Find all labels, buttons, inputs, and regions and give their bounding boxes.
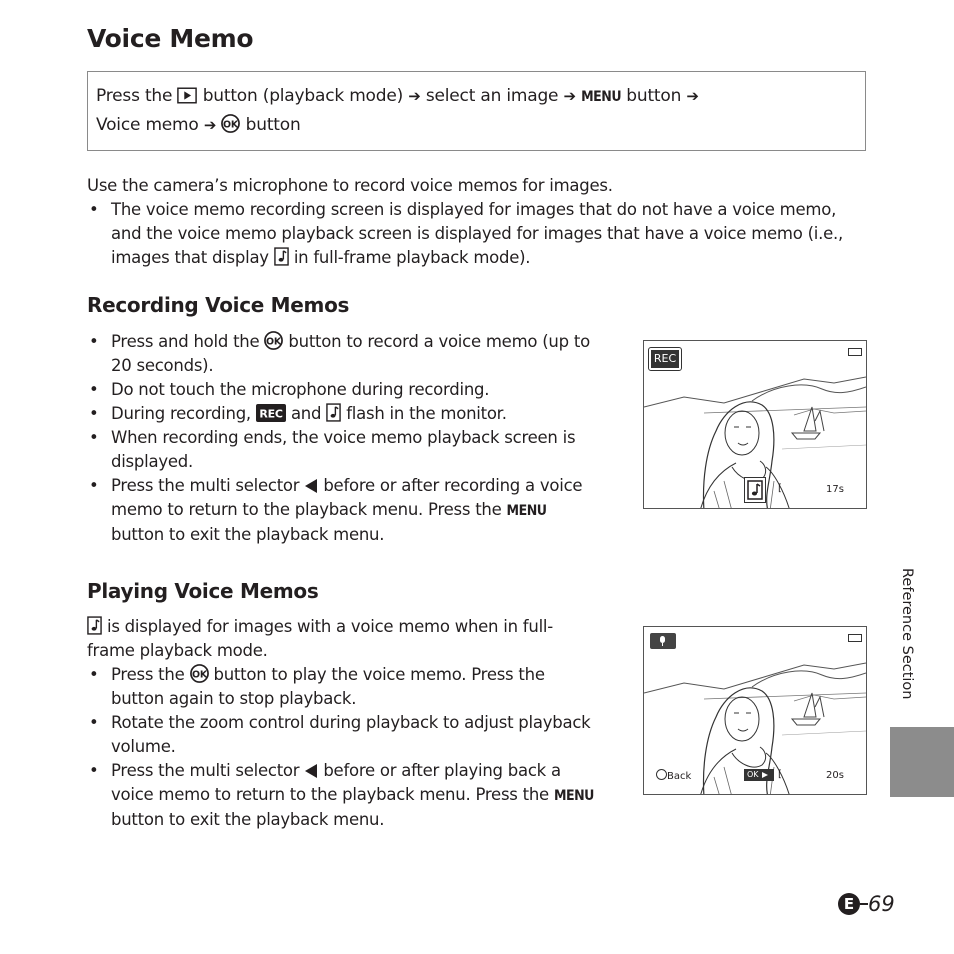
bullet-line xyxy=(111,330,621,354)
bullet-text: During recording, xyxy=(111,404,251,423)
navigation-path-box xyxy=(87,71,866,151)
battery-icon xyxy=(848,348,862,356)
playing-bullet-3 xyxy=(89,759,621,832)
bullet-dot: • xyxy=(89,332,99,351)
recording-bullet-4 xyxy=(89,426,621,474)
page-title: Voice Memo xyxy=(87,24,254,53)
menu-button-label: MENU xyxy=(553,788,594,804)
bullet-line: Do not touch the microphone during recording. xyxy=(111,380,490,399)
playing-heading: Playing Voice Memos xyxy=(87,579,319,603)
bullet-dot: • xyxy=(89,380,99,399)
bullet-line: and the voice memo playback screen is displayed for images that have a voice memo (i.e., xyxy=(111,224,843,243)
voice-memo-icon xyxy=(274,247,289,266)
bullet-text: button to play the voice memo. Press the xyxy=(213,665,545,684)
ok-button-icon xyxy=(221,114,240,133)
nav-text: button (playback mode) xyxy=(202,86,404,106)
bullet-text: Press the xyxy=(111,665,185,684)
bullet-text: Press the multi selector xyxy=(111,476,300,495)
nav-line-2 xyxy=(96,114,301,135)
ok-play-indicator-icon: OK xyxy=(744,769,774,781)
bullet-text: Press the multi selector xyxy=(111,761,300,780)
playing-intro xyxy=(87,615,607,663)
battery-icon xyxy=(848,634,862,642)
bullet-dot: • xyxy=(89,761,99,780)
side-tab-text: Reference Section xyxy=(899,568,915,700)
bullet-text: images that display xyxy=(111,248,269,267)
bullet-dot: • xyxy=(89,404,99,423)
recording-screen-illustration xyxy=(643,340,867,509)
bullet-dot: • xyxy=(89,713,99,732)
rec-badge-text: REC xyxy=(651,350,679,368)
arrow-right-icon: ➔ xyxy=(686,87,699,105)
bullet-line xyxy=(111,759,621,783)
multi-selector-left-icon xyxy=(304,478,318,494)
bullet-line xyxy=(111,663,621,687)
bullet-line xyxy=(111,402,621,426)
ok-button-icon xyxy=(190,664,209,683)
nav-text: Voice memo xyxy=(96,115,199,135)
bullet-text: memo to return to the playback menu. Press the xyxy=(111,500,502,519)
bullet-line xyxy=(111,246,871,270)
bullet-dot: • xyxy=(89,665,99,684)
intro-text: Use the camera’s microphone to record voice memos for images. xyxy=(87,176,613,195)
bullet-line: volume. xyxy=(111,737,176,756)
arrow-right-icon: ➔ xyxy=(408,87,421,105)
voice-memo-icon xyxy=(326,403,341,422)
bullet-line: button again to stop playback. xyxy=(111,689,357,708)
page-number xyxy=(838,892,895,916)
back-label: Back xyxy=(667,771,692,782)
section-e-icon: E xyxy=(838,893,860,915)
nav-text: button xyxy=(626,86,682,106)
bullet-dot: • xyxy=(89,200,99,219)
time-counter: 17s xyxy=(826,484,844,495)
nav-text: button xyxy=(245,115,301,135)
intro-bullet xyxy=(89,198,871,270)
recording-bullet-1 xyxy=(89,330,621,378)
bullet-text: flash in the monitor. xyxy=(346,404,507,423)
rec-icon xyxy=(256,404,286,422)
bullet-text: in full-frame playback mode). xyxy=(293,248,531,267)
nav-text: Press the xyxy=(96,86,173,106)
bullet-text: voice memo to return to the playback menu. Press the xyxy=(111,785,549,804)
recording-heading: Recording Voice Memos xyxy=(87,293,350,317)
intro-line: frame playback mode. xyxy=(87,641,268,660)
playback-button-icon xyxy=(177,87,197,104)
voice-memo-icon xyxy=(87,616,102,635)
intro-text: is displayed for images with a voice memo when in full- xyxy=(107,617,553,636)
multi-selector-left-icon xyxy=(304,763,318,779)
arrow-right-icon: ➔ xyxy=(203,116,217,134)
playback-screen-illustration xyxy=(643,626,867,795)
voice-memo-indicator-icon xyxy=(744,477,766,503)
bullet-line: displayed. xyxy=(111,452,193,471)
recording-bullet-2 xyxy=(89,378,621,402)
bullet-line: Rotate the zoom control during playback to adjust playback xyxy=(111,713,591,732)
side-tab-label xyxy=(897,568,917,718)
bracket-mark: [ xyxy=(778,483,782,494)
bullet-text: Press and hold the xyxy=(111,332,260,351)
arrow-right-icon: ➔ xyxy=(563,87,576,105)
bullet-text: and xyxy=(290,404,322,423)
section-tab xyxy=(890,727,954,797)
bullet-dot: • xyxy=(89,476,99,495)
bullet-line: The voice memo recording screen is displayed for images that do not have a voice memo, xyxy=(111,200,837,219)
recording-bullet-5 xyxy=(89,474,621,547)
bullet-line xyxy=(111,498,621,523)
ok-button-icon xyxy=(264,331,283,350)
bullet-line: button to exit the playback menu. xyxy=(111,810,385,829)
menu-button-label: MENU xyxy=(581,89,622,105)
bullet-line xyxy=(111,783,621,808)
bracket-mark: [ xyxy=(778,769,782,780)
menu-button-label: MENU xyxy=(506,503,547,519)
microphone-icon xyxy=(650,633,676,649)
intro-line xyxy=(87,615,607,639)
playing-bullet-2 xyxy=(89,711,621,759)
page-number-text: 69 xyxy=(868,892,895,916)
nav-line-1 xyxy=(96,86,699,106)
bullet-line: When recording ends, the voice memo playback screen is xyxy=(111,428,576,447)
bullet-text: before or after recording a voice xyxy=(323,476,583,495)
recording-bullet-3 xyxy=(89,402,621,426)
playing-bullet-1 xyxy=(89,663,621,711)
bullet-dot: • xyxy=(89,428,99,447)
zoom-rotate-icon xyxy=(656,769,667,780)
bullet-text: button to record a voice memo (up to xyxy=(288,332,590,351)
bullet-line: button to exit the playback menu. xyxy=(111,525,385,544)
bullet-line: 20 seconds). xyxy=(111,356,214,375)
back-control xyxy=(656,769,691,782)
time-counter: 20s xyxy=(826,770,844,781)
bullet-text: before or after playing back a xyxy=(323,761,561,780)
bullet-line xyxy=(111,474,621,498)
nav-text: select an image xyxy=(425,86,559,106)
rec-badge xyxy=(648,347,682,371)
